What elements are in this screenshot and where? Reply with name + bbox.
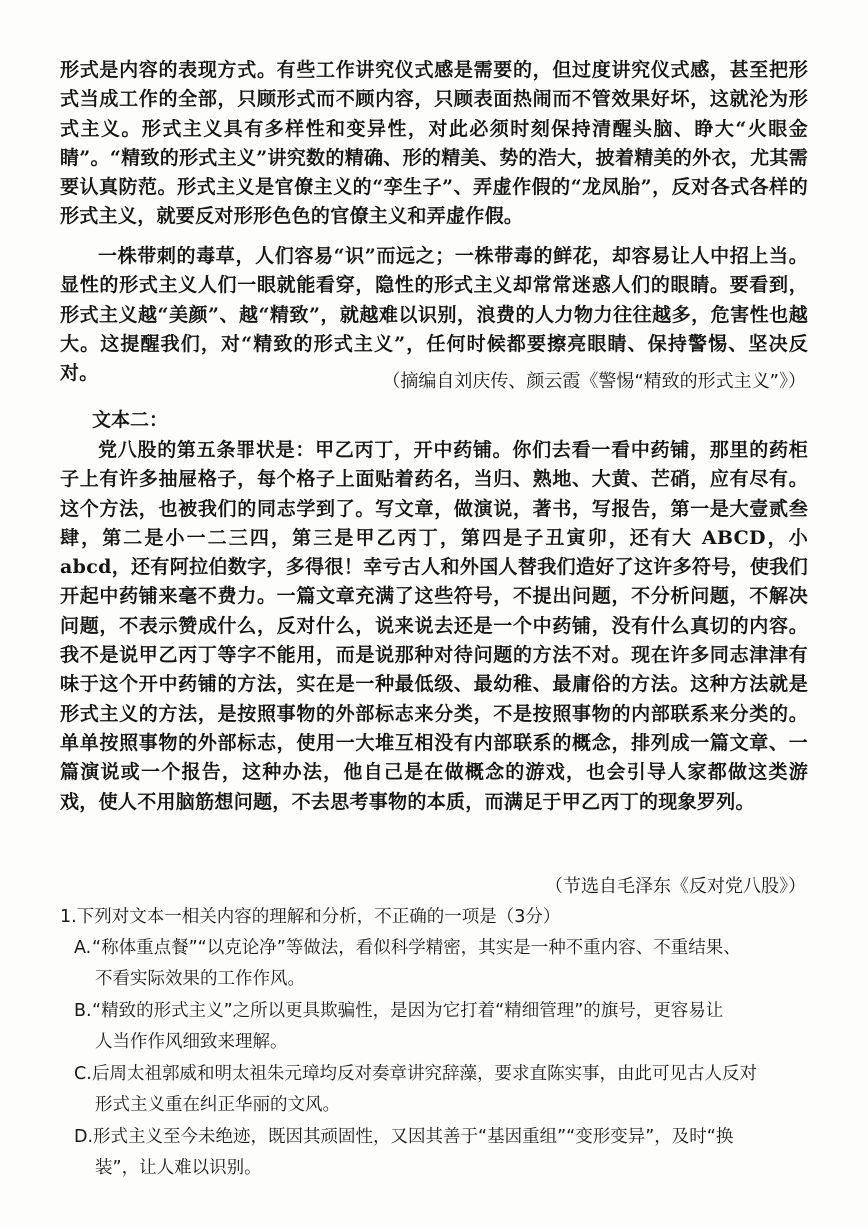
text2-paragraph: 党八股的第五条罪状是：甲乙丙丁，开中药铺。你们去看一看中药铺，那里的药柜子上有许多抽屉格子，每个格子上面贴着药名，当归、熟地、大黄、芒硝，应有尽有。这个方法，也被我们的同志学到了。写文章，做演说，著书，写报告，第一是大壹贰叁肆，第二是小一二三四，第三是甲乙丙丁，第四是子丑寅卯，还有大 ABCD，小 abcd，还有阿拉伯数字，多得很！幸亏古人和外国人替我们造好了这许多符号，使我们开起中药铺来毫不费力。一篇文章充满了这些符号，不提出问题，不分析问题，不解决问题，不表示赞成什么，反对什么，说来说去还是一个中药铺，没有什么真切的内容。我不是说甲乙丙丁等字不能用，而是说那种对待问题的方法不对。现在许多同志津津有味于这个开中药铺的方法，实在是一种最低级、最幼稚、最庸俗的方法。这种方法就是形式主义的方法，是按照事物的外部标志来分类，不是按照事物的内部联系来分类的。单单按照事物的外部标志，使用一大堆互相没有内部联系的概念，排列成一篇文章、一篇演说或一个报告，这种办法，他自己是在做概念的游戏，也会引导人家都做这类游戏，使人不用脑筋想问题，不去思考事物的本质，而满足于甲乙丙丁的现象罗列。 bbox=[60, 439, 808, 813]
text2-heading: 文本二： bbox=[92, 409, 169, 431]
option-d[interactable] bbox=[74, 1122, 808, 1184]
option-text: “精致的形式主义”之所以更具欺骗性，是因为它打着“精细管理”的旗号，更容易让 bbox=[92, 1001, 724, 1021]
option-text: 后周太祖郭威和明太祖朱元璋均反对奏章讲究辞藻，要求直陈实事，由此可见古人反对 bbox=[92, 1064, 757, 1084]
option-letter: A. bbox=[74, 938, 92, 958]
option-text: 形式主义至今未绝迹，既因其顽固性，又因其善于“基因重组”“变形变异”，及时“换 bbox=[93, 1127, 734, 1147]
option-c[interactable] bbox=[74, 1059, 808, 1121]
text2-source: （节选自毛泽东《反对党八股》） bbox=[545, 876, 806, 897]
option-text-continued: 形式主义重在纠正华丽的文风。 bbox=[95, 1095, 340, 1115]
option-text: “称体重点餐”“以克论净”等做法，看似科学精密，其实是一种不重内容、不重结果、 bbox=[92, 938, 741, 958]
option-letter: B. bbox=[74, 1001, 92, 1021]
option-text-continued: 不看实际效果的工作作风。 bbox=[95, 969, 305, 989]
option-text-continued: 装”，让人难以识别。 bbox=[95, 1158, 262, 1178]
option-b[interactable] bbox=[74, 996, 808, 1058]
option-text-continued: 人当作作风细致来理解。 bbox=[95, 1032, 288, 1052]
option-letter: D. bbox=[74, 1127, 94, 1147]
question-stem: 1.下列对文本一相关内容的理解和分析，不正确的一项是（3分） bbox=[60, 907, 561, 927]
option-letter: C. bbox=[74, 1064, 92, 1084]
text1-paragraph-1: 形式是内容的表现方式。有些工作讲究仪式感是需要的，但过度讲究仪式感，甚至把形式当成工作的全部，只顾形式而不顾内容，只顾表面热闹而不管效果好坏，这就沦为形式主义。形式主义具有多样性和变异性，对此必须时刻保持清醒头脑、睁大“火眼金睛”。“精致的形式主义”讲究数的精确、形的精美、势的浩大，披着精美的外衣，尤其需要认真防范。形式主义是官僚主义的“孪生子”、弄虚作假的“龙凤胎”，反对各式各样的形式主义，就要反对形形色色的官僚主义和弄虚作假。 bbox=[60, 59, 808, 228]
option-a[interactable] bbox=[74, 933, 808, 995]
text1-paragraph-2: 一株带刺的毒草，人们容易“识”而远之；一株带毒的鲜花，却容易让人中招上当。显性的形式主义人们一眼就能看穿，隐性的形式主义却常常迷惑人们的眼睛。要看到，形式主义越“美颜”、越“精致”，就越难以识别，浪费的人力物力往往越多，危害性也越大。这提醒我们，对“精致的形式主义”，任何时候都要擦亮眼睛、保持警惕、坚决反对。 bbox=[60, 245, 808, 385]
text1-source: （摘编自刘庆传、颜云霞《警惕“精致的形式主义”》） bbox=[382, 371, 806, 392]
